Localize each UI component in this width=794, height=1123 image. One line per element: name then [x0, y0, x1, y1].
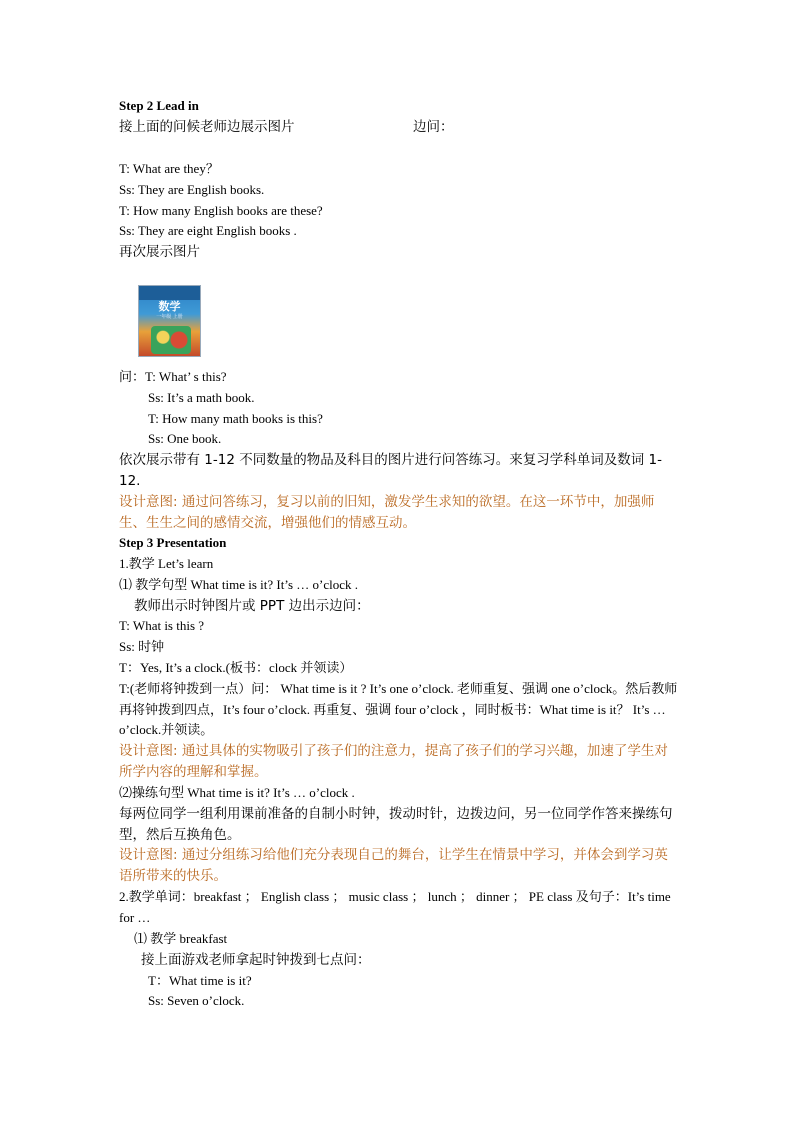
text-line: T: What are they？ [119, 161, 219, 176]
text-line: ⑴ 教学句型 What time is it? It’s … o’clock . [119, 577, 359, 592]
text-line: 教师出示时钟图片或 PPT 边出示边问： [134, 598, 370, 614]
design-intent-note: 设计意图: 通过具体的实物吸引了孩子们的注意力，提高了孩子们的学习兴趣，加速了学生对所学内容的理解和掌握。 [119, 743, 668, 780]
text-paragraph: 每两位同学一组利用课前准备的自制小时钟，拨动时针，边拨边问，另一位同学作答来操练句型，然后互换角色。 [119, 806, 673, 843]
text-paragraph: 依次展示带有 1-12 不同数量的物品及科目的图片进行问答练习。来复习学科单词及数词 1-12. [119, 452, 662, 489]
book-title: 数学 [158, 300, 181, 313]
book-subtitle: 一年级 上册 [156, 314, 183, 320]
design-intent-note: 设计意图: 通过分组练习给他们充分表现自己的舞台，让学生在情景中学习，并体会到学习英语所带来的快乐。 [119, 847, 668, 884]
step2-heading: Step 2 Lead in [119, 98, 199, 113]
step3-heading: Step 3 Presentation [119, 535, 227, 550]
text-line: 1.教学 Let’s learn [119, 556, 214, 571]
text-paragraph: 2.教学单词：breakfast ； English class ； music class ； lunch ； dinner ； PE class 及句子：It’s time for … [119, 889, 671, 925]
text-line: Ss: One book. [148, 431, 222, 446]
text-line: 再次展示图片 [119, 244, 200, 260]
text-line: ⑴ 教学 breakfast [134, 931, 228, 946]
text-line: T: How many English books are these? [119, 203, 323, 218]
text-line: T：What time is it? [148, 973, 252, 988]
text-line: T: What is this ? [119, 618, 205, 633]
text-line: Ss: Seven o’clock. [148, 993, 245, 1008]
math-textbook-image [138, 285, 201, 357]
text-line: 边问： [413, 119, 454, 135]
text-line: Ss: 时钟 [119, 639, 165, 654]
text-line: Ss: It’s a math book. [148, 390, 255, 405]
design-intent-note: 设计意图: 通过问答练习，复习以前的旧知，激发学生求知的欲望。在这一环节中，加强师生、生生之间的感情交流，增强他们的情感互动。 [119, 494, 655, 531]
text-line: Ss: They are eight English books . [119, 223, 297, 238]
text-line: 接上面的问候老师边展示图片 [119, 119, 295, 135]
text-paragraph: T:(老师将钟拨到一点）问： What time is it ? It’s one o’clock. 老师重复、强调 one o’clock。然后教师再将钟拨到四点，It’s four o’clock. 再重复、强调 four o’clock ，同时板书：What time is it？ It’s …o’clock.并领读。 [119, 681, 678, 738]
text-line: T: How many math books is this? [148, 411, 323, 426]
text-line: Ss: They are English books. [119, 182, 265, 197]
text-line: 问：T: What’ s this? [119, 369, 227, 384]
text-line: T：Yes, It’s a clock.(板书：clock 并领读） [119, 660, 353, 675]
text-line: ⑵操练句型 What time is it? It’s … o’clock . [119, 785, 355, 800]
text-line: 接上面游戏老师拿起时钟拨到七点问： [141, 952, 371, 968]
